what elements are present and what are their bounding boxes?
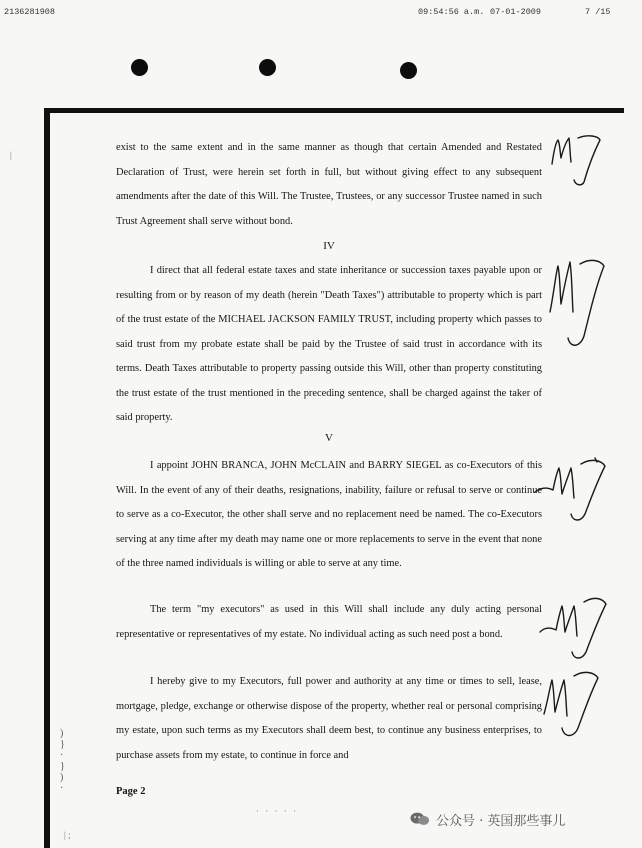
watermark-text: 公众号 · 英国那些事儿 bbox=[436, 813, 566, 829]
initials-signature-2 bbox=[546, 252, 610, 352]
chat-bubble-icon bbox=[410, 811, 430, 827]
section-v-paragraph-3: I hereby give to my Executors, full power and authority at any time or times to sell, lease, mortgage, pledge, exchange or otherwise dispose of the property, whether real or personal comprising my estate, upon such terms as my Executors shall deem best, to continue any business enterprises, to purchase assets from my estate, to continue in force and bbox=[116, 676, 542, 761]
fax-date: 07-01-2009 bbox=[490, 7, 542, 17]
margin-marks: ) } · } ) · bbox=[60, 728, 65, 794]
page-number: Page 2 bbox=[116, 786, 146, 797]
scan-border-top bbox=[44, 108, 624, 113]
initials-signature-3 bbox=[533, 456, 611, 526]
watermark bbox=[410, 808, 565, 830]
punch-hole bbox=[259, 59, 276, 76]
initials-signature-5 bbox=[540, 664, 610, 744]
scan-speck: | ; bbox=[64, 830, 71, 840]
section-iv-heading: IV bbox=[323, 240, 335, 252]
scan-border-left bbox=[44, 108, 50, 848]
punch-hole bbox=[131, 59, 148, 76]
initials-signature-4 bbox=[538, 592, 610, 664]
punch-hole bbox=[400, 62, 417, 79]
section-v-paragraph-2: The term "my executors" as used in this Will shall include any duly acting personal representative or representatives of my estate. No individual acting as such need post a bond. bbox=[116, 604, 542, 640]
fax-number: 2136281908 bbox=[4, 7, 56, 17]
section-v-paragraph-1: I appoint JOHN BRANCA, JOHN McCLAIN and BARRY SIEGEL as co-Executors of this Will. In the event of any of their deaths, resignations, inability, failure or refusal to serve or continue to serve as a co-Executor, the other shall serve and no replacement need be named. The co-Executors serving at any time after my death may name one or more replacements to serve in the event that none of the three named individuals is willing or able to serve at any time. bbox=[116, 460, 542, 569]
fax-time: 09:54:56 a.m. bbox=[418, 7, 485, 17]
fax-page: 7 /15 bbox=[585, 7, 611, 17]
fax-header bbox=[0, 7, 642, 21]
initials-signature-1 bbox=[548, 128, 608, 188]
continued-paragraph: exist to the same extent and in the same manner as though that certain Amended and Restated Declaration of Trust, were herein set forth in full, but without giving effect to any subsequent amendments after the date of this Will. The Trustee, Trustees, or any successor Trustee named in such Trust Agreement shall serve without bond. bbox=[116, 142, 542, 227]
section-iv-paragraph: I direct that all federal estate taxes and state inheritance or succession taxes payable upon or resulting from or by reason of my death (herein "Death Taxes") attributable to property which is part of the trust estate of the MICHAEL JACKSON FAMILY TRUST, including property which passes to said trust from my probate estate shall be paid by the Trustee of said trust in accordance with its terms. Death Taxes attributable to property passing outside this Will, other than property constituting the trust estate of the trust mentioned in the preceding sentence, shall be charged against the taker of said property. bbox=[116, 265, 542, 423]
section-v-heading: V bbox=[325, 432, 333, 444]
scan-speck: · · · · · bbox=[256, 806, 298, 816]
scan-speck: | bbox=[10, 150, 12, 160]
